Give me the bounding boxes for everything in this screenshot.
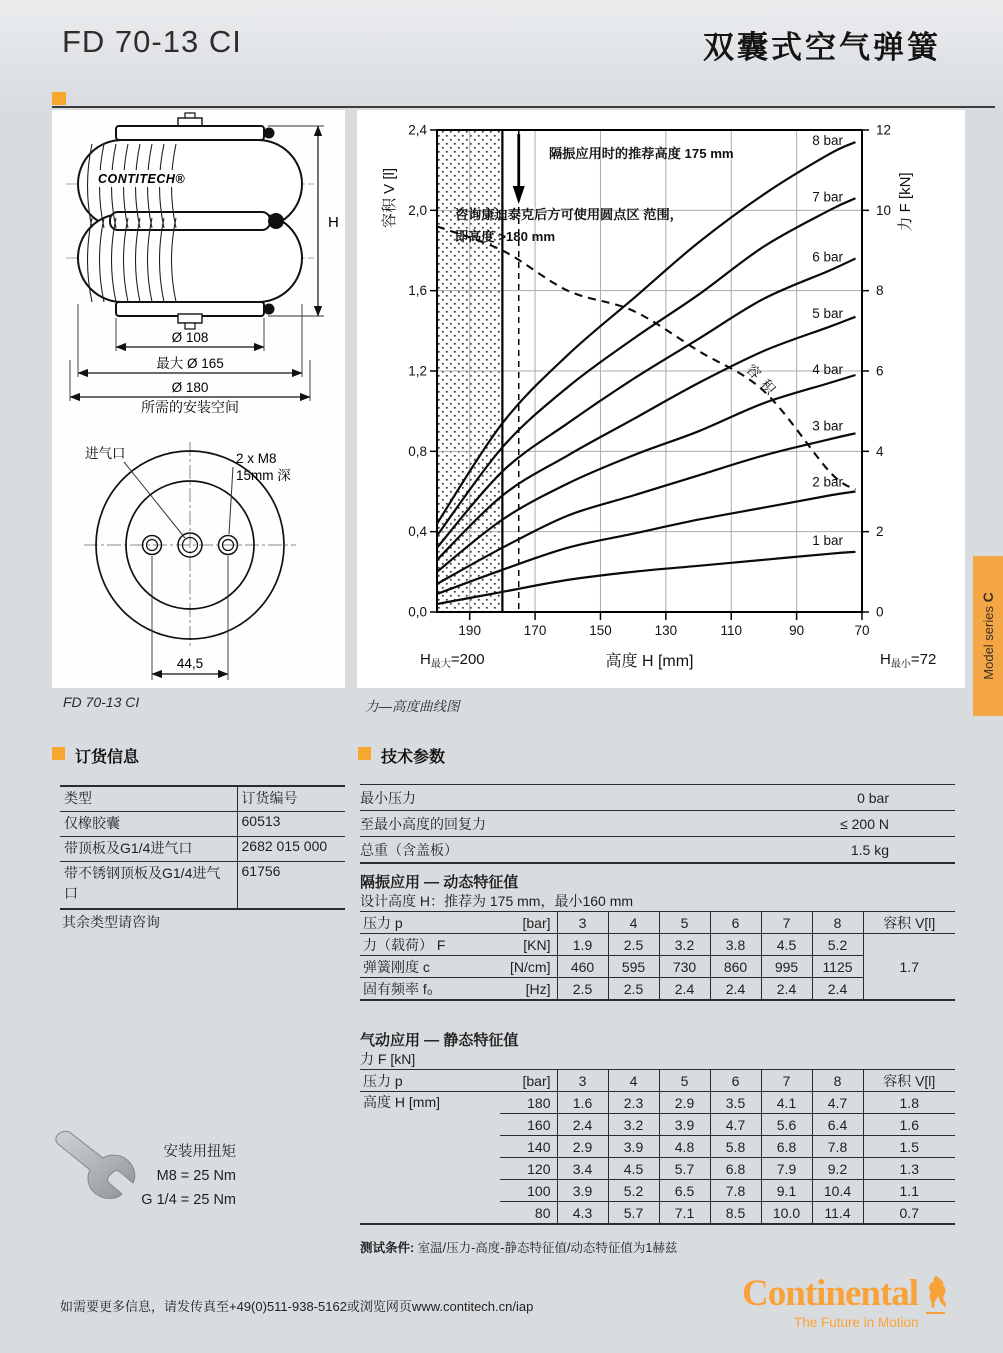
dynamic-value: 730 [659, 956, 710, 978]
force-value: 6.5 [659, 1180, 710, 1202]
force-value: 2.4 [557, 1114, 608, 1136]
h-min-note: $H_{最小}=72$ [880, 651, 937, 670]
dynamic-value: 460 [557, 956, 608, 978]
y-label-right: 10 [876, 202, 892, 218]
dynamic-section-title: 隔振应用 — 动态特征值 [360, 874, 519, 891]
contitech-logo-text: CONTITECH® [98, 172, 186, 186]
tech-params-table [360, 784, 955, 864]
dynamic-row-unit: [N/cm] [500, 956, 557, 978]
ordering-col-type: 类型 [60, 786, 237, 812]
x-label: 170 [523, 623, 547, 638]
force-value: 4.7 [710, 1114, 761, 1136]
volume-value: 1.3 [863, 1158, 955, 1180]
x-label: 150 [589, 623, 612, 638]
pressure-value: 3 [557, 1070, 608, 1092]
ordering-type: 仅橡胶囊 [60, 812, 237, 837]
test-conditions-label: 测试条件: [360, 1241, 415, 1255]
y-axis-title-left: 容积 V [l] [381, 167, 398, 229]
dynamic-header-row [360, 912, 955, 934]
force-value: 2.9 [557, 1136, 608, 1158]
force-value: 4.3 [557, 1202, 608, 1225]
technical-drawing-panel [52, 110, 345, 688]
model-series-tab[interactable] [973, 556, 1003, 716]
dynamic-value: 2.4 [710, 978, 761, 1001]
force-value: 10.0 [761, 1202, 812, 1225]
dynamic-row-unit: [Hz] [500, 978, 557, 1001]
y-label-right: 12 [876, 122, 892, 138]
y-axis-title-right: 力 F [kN] [897, 172, 914, 232]
dynamic-row-label: 固有频率 f₀ [363, 980, 433, 997]
ordering-number: 2682 015 000 [237, 837, 345, 862]
pressure-value: 5 [659, 1070, 710, 1092]
pressure-value: 5 [659, 912, 710, 934]
force-height-chart-panel [357, 110, 965, 688]
dynamic-row-unit: [KN] [500, 934, 557, 956]
force-value: 1.6 [557, 1092, 608, 1114]
continental-wordmark: Continental [742, 1273, 919, 1314]
static-header-row [360, 1070, 955, 1092]
tech-section-title: 技术参数 [381, 749, 446, 766]
ordering-type: 带不锈钢顶板及G1/4进气口 [60, 862, 237, 910]
dynamic-value: 595 [608, 956, 659, 978]
tech-param-value: 1.5 kg [850, 841, 889, 858]
ordering-row [60, 862, 345, 910]
dynamic-row-label: 力（载荷） F [360, 934, 500, 956]
ordering-table [60, 785, 345, 910]
force-value: 5.6 [761, 1114, 812, 1136]
force-value: 5.8 [710, 1136, 761, 1158]
force-value: 9.2 [812, 1158, 863, 1180]
dynamic-row-label: 弹簧刚度 c [360, 956, 500, 978]
pressure-value: 8 [812, 912, 863, 934]
dynamic-value: 860 [710, 956, 761, 978]
curve-label-2bar: 2 bar [812, 474, 843, 490]
force-value: 2.3 [608, 1092, 659, 1114]
volume-value: 1.6 [863, 1114, 955, 1136]
torque-info [58, 1140, 236, 1212]
dynamic-value: 1125 [812, 956, 863, 978]
force-value: 7.9 [761, 1158, 812, 1180]
dynamic-value: 2.4 [761, 978, 812, 1001]
top-view-drawing [84, 442, 296, 680]
dotted-note-line2: 即高度 >180 mm [455, 229, 556, 244]
dynamic-value: 3.2 [659, 934, 710, 956]
ordering-number: 61756 [241, 863, 281, 879]
volume-value: 0.7 [899, 1204, 919, 1221]
force-value: 4.8 [659, 1136, 710, 1158]
dim-label-h: H [328, 214, 339, 231]
force-height-chart [357, 110, 965, 688]
x-label: 70 [854, 623, 870, 638]
drawing-caption: FD 70-13 CI [63, 694, 140, 710]
static-section-subtitle: 力 F [kN] [360, 1051, 416, 1067]
static-row [360, 1092, 955, 1114]
footer-contact: 如需要更多信息，请发传真至+49(0)511-938-5162或浏览网页www.contitech.cn/iap [60, 1299, 534, 1314]
height-value: 180 [500, 1092, 557, 1114]
static-table [360, 1069, 955, 1225]
force-value: 5.2 [608, 1180, 659, 1202]
volume-value: 1.5 [863, 1136, 955, 1158]
dim-label-dia-108: Ø 108 [171, 330, 209, 345]
force-value: 5.7 [659, 1158, 710, 1180]
air-inlet-leader [124, 462, 185, 538]
pressure-value: 8 [812, 1070, 863, 1092]
tech-param-row [360, 784, 955, 811]
volume-value: 1.1 [863, 1180, 955, 1202]
dynamic-section-subtitle: 设计高度 H：推荐为 175 mm，最小160 mm [360, 893, 634, 909]
height-value: 160 [500, 1114, 557, 1136]
y-label-right: 8 [876, 283, 884, 299]
tech-param-value: ≤ 200 N [840, 815, 889, 832]
dynamic-value: 3.8 [710, 934, 761, 956]
bolt-leader [229, 467, 233, 534]
ordering-number: 60513 [237, 812, 345, 837]
pressure-value: 3 [557, 912, 608, 934]
torque-line-m8: M8 = 25 Nm [156, 1168, 236, 1184]
hole-distance-label: 44,5 [176, 656, 204, 671]
y-label-right: 6 [876, 363, 884, 379]
force-value: 3.2 [608, 1114, 659, 1136]
height-rows-label: 高度 H [mm] [363, 1094, 440, 1110]
dynamic-value: 1.9 [557, 934, 608, 956]
y-label-left: 2,0 [408, 202, 427, 218]
dynamic-row [360, 934, 955, 956]
test-conditions-text: 室温/压力-高度-静态特征值/动态特征值为1赫兹 [414, 1241, 678, 1255]
continental-logo [742, 1275, 946, 1330]
pressure-unit: [bar] [500, 1070, 557, 1092]
recommended-height-annotation: 隔振应用时的推荐高度 175 mm [549, 146, 734, 161]
dynamic-value: 995 [761, 956, 812, 978]
dynamic-value: 2.5 [608, 978, 659, 1001]
header-rule [52, 106, 995, 108]
bolt-spec-line2: 15mm 深 [236, 468, 291, 483]
chart-caption: 力—高度曲线图 [365, 699, 460, 714]
torque-title: 安装用扭矩 [163, 1144, 236, 1160]
y-label-left: 0,4 [408, 524, 427, 540]
x-label: 110 [720, 623, 742, 638]
tech-param-value: 0 bar [857, 789, 889, 806]
force-value: 3.9 [659, 1114, 710, 1136]
curve-label-5bar: 5 bar [812, 305, 843, 321]
force-value: 9.1 [761, 1180, 812, 1202]
page-title-model: FD 70-13 CI [62, 24, 242, 59]
recommended-arrow-head [513, 186, 525, 204]
force-value: 6.8 [761, 1136, 812, 1158]
air-inlet-label: 进气口 [85, 446, 126, 461]
dim-label-dia-180: Ø 180 [171, 380, 209, 395]
dynamic-value: 2.4 [812, 978, 863, 1001]
y-label-left: 1,2 [408, 363, 427, 379]
ordering-row [60, 812, 345, 837]
continental-horse-icon [922, 1275, 946, 1315]
force-value: 6.8 [710, 1158, 761, 1180]
static-section-title: 气动应用 — 静态特征值 [360, 1032, 519, 1049]
force-value: 3.9 [557, 1180, 608, 1202]
dynamic-value: 2.5 [557, 978, 608, 1001]
dim-label-dia-165: 最大 Ø 165 [156, 356, 224, 371]
force-value: 4.5 [608, 1158, 659, 1180]
force-value: 3.4 [557, 1158, 608, 1180]
force-value: 8.5 [710, 1202, 761, 1225]
curve-label-8bar: 8 bar [812, 133, 843, 149]
y-label-right: 2 [876, 524, 884, 540]
volume-header: 容积 V[l] [863, 912, 955, 934]
force-value: 3.9 [608, 1136, 659, 1158]
tech-param-row [360, 837, 955, 864]
accent-square-header [52, 92, 66, 105]
ordering-header-row [60, 786, 345, 812]
bolt-spec-line1: 2 x M8 [236, 451, 277, 466]
ordering-col-number: 订货编号 [237, 786, 345, 812]
ordering-section-title: 订货信息 [75, 749, 140, 766]
y-label-right: 4 [876, 443, 884, 459]
pressure-value: 7 [761, 912, 812, 934]
x-label: 130 [654, 623, 678, 638]
force-value: 6.4 [812, 1114, 863, 1136]
volume-curve-label: 容积 [743, 360, 784, 403]
dynamic-table [360, 911, 955, 1001]
air-spring-drawing [52, 110, 345, 688]
force-value: 7.1 [659, 1202, 710, 1225]
force-value: 4.1 [761, 1092, 812, 1114]
pressure-value: 4 [608, 912, 659, 934]
force-value: 7.8 [812, 1136, 863, 1158]
curve-label-3bar: 3 bar [812, 418, 843, 434]
ordering-row [60, 837, 345, 862]
curve-label-7bar: 7 bar [812, 189, 843, 205]
ordering-note: 其余类型请咨询 [62, 914, 160, 930]
tech-param-row [360, 811, 955, 837]
volume-value: 1.7 [899, 958, 919, 975]
y-label-left: 1,6 [408, 283, 427, 299]
dynamic-value: 4.5 [761, 934, 812, 956]
dotted-note-line1: 咨询康迪泰克后方可使用圆点区 范围， [455, 207, 683, 222]
model-series-tab-label: Model series C [980, 592, 996, 680]
y-label-left: 0,8 [408, 443, 427, 459]
pressure-label: 压力 p [360, 1070, 500, 1092]
curve-label-1bar: 1 bar [812, 532, 843, 548]
x-label: 190 [458, 623, 481, 638]
height-value: 140 [500, 1136, 557, 1158]
accent-square-ordering [52, 747, 65, 760]
curve-label-6bar: 6 bar [812, 249, 843, 265]
height-value: 80 [500, 1202, 557, 1225]
pressure-value: 4 [608, 1070, 659, 1092]
tech-param-label: 至最小高度的回复力 [360, 815, 486, 832]
curve-label-4bar: 4 bar [812, 362, 843, 378]
force-value: 11.4 [812, 1202, 863, 1225]
install-space-label: 所需的安装空间 [141, 399, 239, 415]
torque-line-g14: G 1/4 = 25 Nm [141, 1192, 236, 1208]
force-value: 7.8 [710, 1180, 761, 1202]
force-value: 10.4 [812, 1180, 863, 1202]
pressure-value: 6 [710, 1070, 761, 1092]
volume-header: 容积 V[l] [863, 1070, 955, 1092]
force-value: 5.7 [608, 1202, 659, 1225]
height-value: 100 [500, 1180, 557, 1202]
x-axis-title: 高度 H [mm] [605, 653, 694, 670]
force-value: 3.5 [710, 1092, 761, 1114]
dynamic-value: 2.5 [608, 934, 659, 956]
height-value: 120 [500, 1158, 557, 1180]
ordering-type: 带顶板及G1/4进气口 [60, 837, 237, 862]
h-max-note: $H_{最大}=200$ [420, 651, 485, 670]
tech-param-label: 最小压力 [360, 789, 416, 806]
continental-tagline: The Future in Motion [794, 1315, 919, 1330]
test-conditions [360, 1238, 677, 1256]
dynamic-value: 5.2 [812, 934, 863, 956]
pressure-value: 7 [761, 1070, 812, 1092]
force-value: 2.9 [659, 1092, 710, 1114]
accent-square-tech [358, 747, 371, 760]
page-title-product: 双囊式空气弹簧 [703, 30, 941, 65]
force-value: 4.7 [812, 1092, 863, 1114]
volume-value: 1.8 [863, 1092, 955, 1114]
pressure-unit: [bar] [500, 912, 557, 934]
dynamic-value: 2.4 [659, 978, 710, 1001]
tech-param-label: 总重（含盖板） [360, 841, 458, 858]
y-label-left: 2,4 [408, 122, 427, 138]
pressure-label: 压力 p [360, 912, 500, 934]
y-label-left: 0,0 [408, 604, 427, 620]
pressure-value: 6 [710, 912, 761, 934]
y-label-right: 0 [876, 604, 884, 620]
x-label: 90 [789, 623, 805, 638]
